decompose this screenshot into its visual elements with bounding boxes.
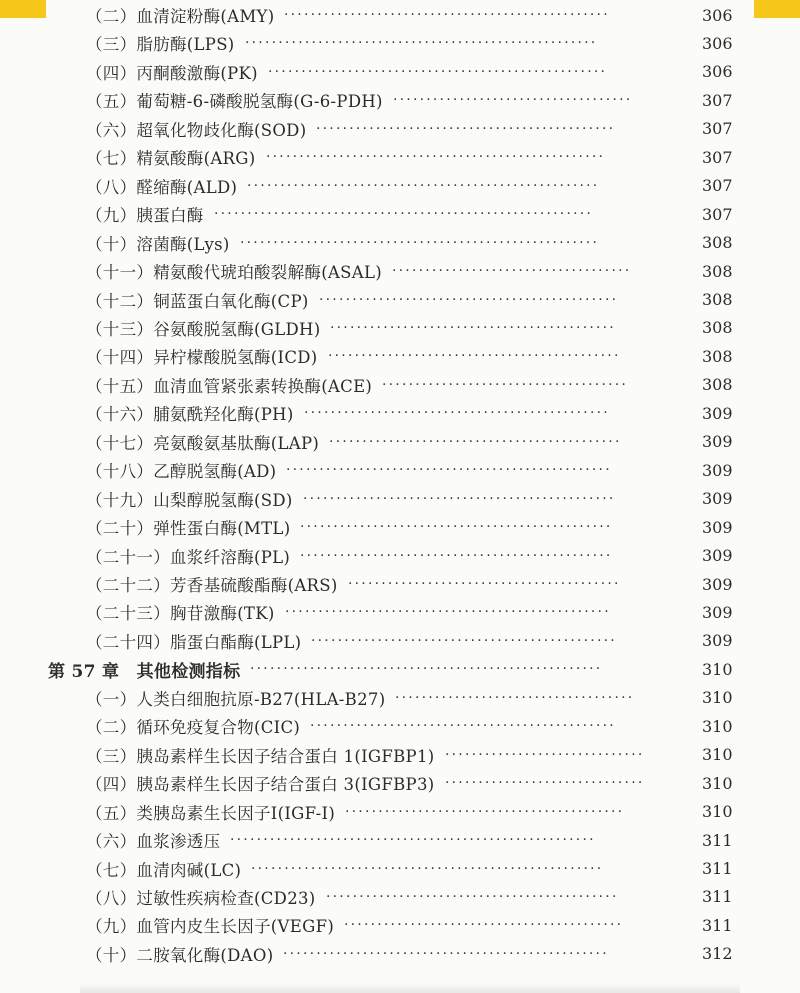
page-number: 312 — [702, 944, 733, 964]
page-number: 309 — [702, 403, 733, 423]
entry-title: （十四）异柠檬酸脱氢酶(ICD) — [86, 348, 318, 368]
entry-title: （十六）脯氨酰羟化酶(PH) — [86, 405, 294, 425]
page-number: 309 — [702, 460, 733, 480]
entry-title: （五）类胰岛素生长因子Ⅰ(IGF-Ⅰ) — [86, 803, 336, 823]
leader-dots: ····················································· — [247, 177, 600, 194]
leader-dots: ················································· — [286, 462, 612, 479]
page-number: 309 — [702, 517, 733, 537]
toc-entry-row — [0, 855, 800, 883]
toc-entry-row — [0, 342, 800, 370]
toc-entry-row — [0, 143, 800, 171]
page-number: 308 — [702, 290, 733, 309]
leader-dots: ····································· — [382, 376, 629, 393]
leader-dots: ·············································· — [304, 405, 610, 422]
toc-entry-row — [0, 769, 800, 797]
toc-entry-row — [0, 826, 800, 854]
leader-dots: ····················································· — [245, 35, 598, 52]
toc-entry-row — [0, 570, 800, 598]
leader-dots: ···································· — [392, 263, 632, 280]
toc-entry-row — [0, 172, 800, 200]
page-number: 306 — [702, 62, 733, 82]
toc-entry-row — [0, 428, 800, 456]
entry-title: （二十一）血浆纤溶酶(PL) — [86, 547, 291, 567]
entry-title: （八）过敏性疾病检查(CD23) — [86, 888, 316, 908]
leader-dots: ············································· — [319, 291, 619, 308]
leader-dots: ············································ — [328, 348, 621, 365]
toc-entry-row — [0, 741, 800, 769]
entry-title: （四）丙酮酸激酶(PK) — [86, 63, 258, 83]
entry-title: （七）精氨酸酶(ARG) — [86, 149, 256, 169]
entry-title: （十五）血清血管紧张素转换酶(ACE) — [86, 376, 373, 396]
page-number: 308 — [702, 261, 733, 281]
page-number: 310 — [702, 802, 733, 822]
page-number: 311 — [702, 830, 733, 850]
page-number: 310 — [702, 688, 733, 708]
entry-title: （三）胰岛素样生长因子结合蛋白 1(IGFBP1) — [86, 746, 435, 766]
toc-entry-row — [0, 456, 800, 484]
entry-title: （二）血清淀粉酶(AMY) — [86, 7, 275, 26]
page-number: 310 — [702, 716, 733, 736]
leader-dots: ··········································· — [330, 319, 616, 336]
entry-title: （九）胰蛋白酶 — [86, 206, 204, 226]
toc-chapter-row — [0, 655, 800, 683]
entry-title: （二）循环免疫复合物(CIC) — [86, 718, 301, 738]
entry-title: （十二）铜蓝蛋白氧化酶(CP) — [86, 291, 309, 311]
entry-title: （十九）山梨醇脱氢酶(SD) — [86, 490, 293, 510]
toc-entry-row — [0, 371, 800, 399]
page-bottom-shadow — [80, 983, 740, 993]
toc-entry-row — [0, 86, 800, 114]
toc-entry-row — [0, 314, 800, 342]
toc-entry-row — [0, 399, 800, 427]
page-number: 311 — [702, 859, 733, 878]
entry-title: （十七）亮氨酸氨基肽酶(LAP) — [86, 433, 320, 453]
toc-entry-row — [0, 798, 800, 826]
page-number: 309 — [702, 602, 733, 622]
leader-dots: ····················································· — [251, 860, 604, 877]
toc-entry-row — [0, 627, 800, 655]
page-number: 309 — [702, 631, 733, 651]
toc-entry-row — [0, 940, 800, 968]
leader-dots: ···································· — [393, 92, 633, 109]
page-number: 306 — [702, 33, 733, 53]
toc-entry-row — [0, 513, 800, 541]
leader-dots: ······························ — [445, 775, 645, 792]
toc-entry-row — [0, 115, 800, 143]
page-number: 309 — [702, 546, 733, 566]
toc-entry-row — [0, 712, 800, 740]
toc-entry-row — [0, 542, 800, 570]
page-number: 307 — [702, 119, 733, 139]
entry-title: （五）葡萄糖-6-磷酸脱氢酶(G-6-PDH) — [86, 92, 383, 112]
entry-title: （七）血清肉碱(LC) — [86, 860, 242, 880]
entry-title: （十）溶菌酶(Lys) — [86, 234, 230, 254]
toc-entry-row — [0, 58, 800, 86]
entry-title: （二十二）芳香基硫酸酯酶(ARS) — [86, 576, 338, 595]
entry-title: （二十）弹性蛋白酶(MTL) — [86, 519, 291, 539]
leader-dots: ················································· — [285, 604, 611, 621]
leader-dots: ············································ — [326, 888, 619, 905]
entry-title: （六）超氧化物歧化酶(SOD) — [86, 120, 307, 140]
page-number: 310 — [702, 745, 733, 765]
entry-title: （十八）乙醇脱氢酶(AD) — [86, 462, 277, 482]
page-number: 310 — [702, 773, 733, 793]
leader-dots: ··············································· — [300, 519, 613, 536]
chapter-title: 第 57 章 其他检测指标 — [48, 661, 241, 682]
page-number: 310 — [702, 659, 733, 679]
toc-entry-row — [0, 598, 800, 626]
leader-dots: ··················································· — [266, 149, 606, 166]
leader-dots: ················································· — [284, 7, 610, 23]
toc-entry-row — [0, 200, 800, 228]
toc-entry-row — [0, 485, 800, 513]
leader-dots: ············································· — [316, 120, 616, 137]
entry-title: （三）脂肪酶(LPS) — [86, 35, 235, 55]
page-number: 308 — [702, 318, 733, 338]
toc-entry-row — [0, 911, 800, 939]
leader-dots: ·············································· — [311, 632, 617, 649]
page-number: 306 — [702, 5, 733, 25]
leader-dots: ········································· — [348, 576, 621, 592]
leader-dots: ··············································· — [300, 547, 613, 564]
leader-dots: ·········································· — [344, 917, 624, 934]
toc-entry-row — [0, 883, 800, 911]
leader-dots: ······················································· — [230, 832, 596, 849]
entry-title: （十）二胺氧化酶(DAO) — [86, 945, 274, 965]
leader-dots: ················································· — [283, 945, 609, 962]
page-number: 308 — [702, 233, 733, 253]
entry-title: （十一）精氨酸代琥珀酸裂解酶(ASAL) — [86, 263, 382, 283]
page-number: 307 — [702, 90, 733, 110]
leader-dots: ···································· — [395, 689, 635, 706]
page-number: 307 — [702, 176, 733, 196]
entry-title: （四）胰岛素样生长因子结合蛋白 3(IGFBP3) — [86, 775, 435, 795]
page-number: 309 — [702, 432, 733, 452]
toc-entry-row — [0, 1, 800, 29]
toc-entry-row — [0, 257, 800, 285]
entry-title: （二十三）胸苷激酶(TK) — [86, 604, 275, 624]
page-number: 309 — [702, 574, 733, 594]
leader-dots: ····················································· — [250, 661, 603, 678]
page-number: 307 — [702, 147, 733, 167]
toc-entry-row — [0, 29, 800, 57]
leader-dots: ··················································· — [268, 63, 608, 80]
leader-dots: ······················································ — [240, 234, 600, 251]
page-number: 308 — [702, 375, 733, 395]
entry-title: （六）血浆渗透压 — [86, 832, 221, 852]
entry-title: （八）醛缩酶(ALD) — [86, 177, 238, 197]
leader-dots: ··············································· — [303, 490, 616, 507]
page-number: 307 — [702, 204, 733, 224]
entry-title: （一）人类白细胞抗原-B27(HLA-B27) — [86, 689, 386, 709]
leader-dots: ·············································· — [310, 718, 616, 735]
toc-entry-row — [0, 229, 800, 257]
entry-title: （二十四）脂蛋白酯酶(LPL) — [86, 632, 302, 652]
leader-dots: ············································ — [329, 433, 622, 450]
entry-title: （九）血管内皮生长因子(VEGF) — [86, 917, 335, 937]
page-number: 309 — [702, 489, 733, 509]
toc-entry-row — [0, 286, 800, 314]
page-number: 311 — [702, 887, 733, 907]
page-number: 311 — [702, 915, 733, 935]
toc-entry-row — [0, 684, 800, 712]
leader-dots: ························································· — [214, 206, 594, 223]
page-number: 308 — [702, 346, 733, 366]
entry-title: （十三）谷氨酸脱氢酶(GLDH) — [86, 319, 321, 339]
leader-dots: ·········································· — [345, 803, 625, 820]
leader-dots: ······························ — [445, 746, 645, 763]
